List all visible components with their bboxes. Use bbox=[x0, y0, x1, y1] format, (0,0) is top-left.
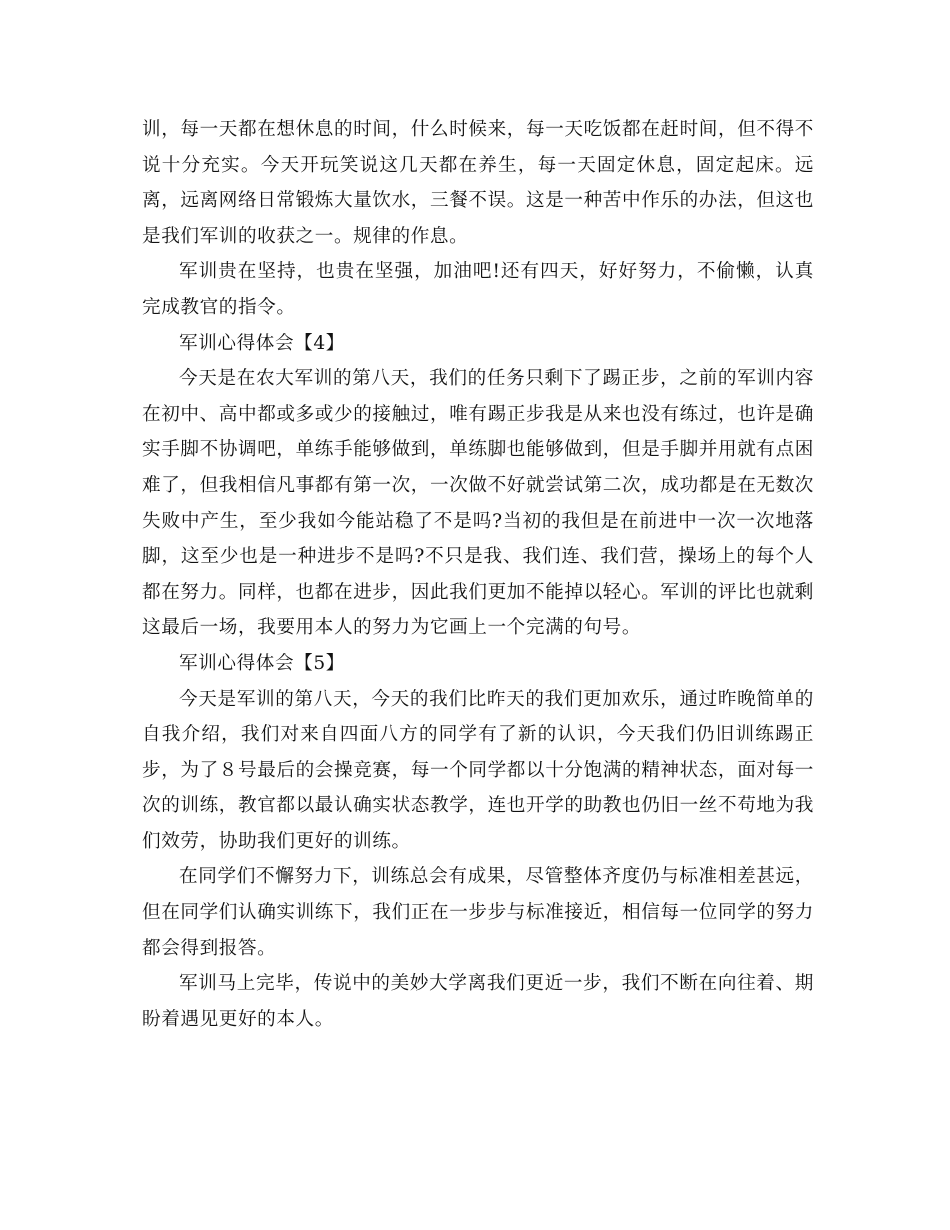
paragraph: 军训马上完毕，传说中的美妙大学离我们更近一步，我们不断在向往着、期盼着遇见更好的本人。 bbox=[142, 973, 814, 1030]
paragraph-continued: 训，每一天都在想休息的时间，什么时候来，每一天吃饭都在赶时间，但不得不说十分充实。今天开玩笑说这几天都在养生，每一天固定休息，固定起床。远离，远离网络日常锻炼大量饮水，三餐不误。这是一种苦中作乐的办法，但这也是我们军训的收获之一。规律的作息。 bbox=[142, 119, 814, 247]
paragraph: 在同学们不懈努力下，训练总会有成果，尽管整体齐度仍与标准相差甚远，但在同学们认确实训练下，我们正在一步步与标准接近，相信每一位同学的努力都会得到报答。 bbox=[142, 866, 814, 959]
section-heading-5: 军训心得体会【5】 bbox=[179, 652, 345, 674]
paragraph: 军训贵在坚持，也贵在坚强，加油吧!还有四天，好好努力，不偷懒，认真完成教官的指令。 bbox=[142, 261, 814, 318]
section-heading-4: 军训心得体会【4】 bbox=[179, 332, 345, 354]
paragraph: 今天是在农大军训的第八天，我们的任务只剩下了踢正步，之前的军训内容在初中、高中都或多或少的接触过，唯有踢正步我是从来也没有练过，也许是确实手脚不协调吧，单练手能够做到，单练脚也能够做到，但是手脚并用就有点困难了，但我相信凡事都有第一次，一次做不好就尝试第二次，成功都是在无数次失败中产生，至少我如今能站稳了不是吗?当初的我但是在前进中一次一次地落脚，这至少也是一种进步不是吗?不只是我、我们连、我们营，操场上的每个人都在努力。同样，也都在进步，因此我们更加不能掉以轻心。军训的评比也就剩这最后一场，我要用本人的努力为它画上一个完满的句号。 bbox=[142, 368, 814, 639]
document-body bbox=[142, 112, 814, 1037]
paragraph: 今天是军训的第八天，今天的我们比昨天的我们更加欢乐，通过昨晚简单的自我介绍，我们对来自四面八方的同学有了新的认识，今天我们仍旧训练踢正步，为了８号最后的会操竞赛，每一个同学都以十分饱满的精神状态，面对每一次的训练，教官都以最认确实状态教学，连也开学的助教也仍旧一丝不苟地为我们效劳，协助我们更好的训练。 bbox=[142, 688, 814, 852]
